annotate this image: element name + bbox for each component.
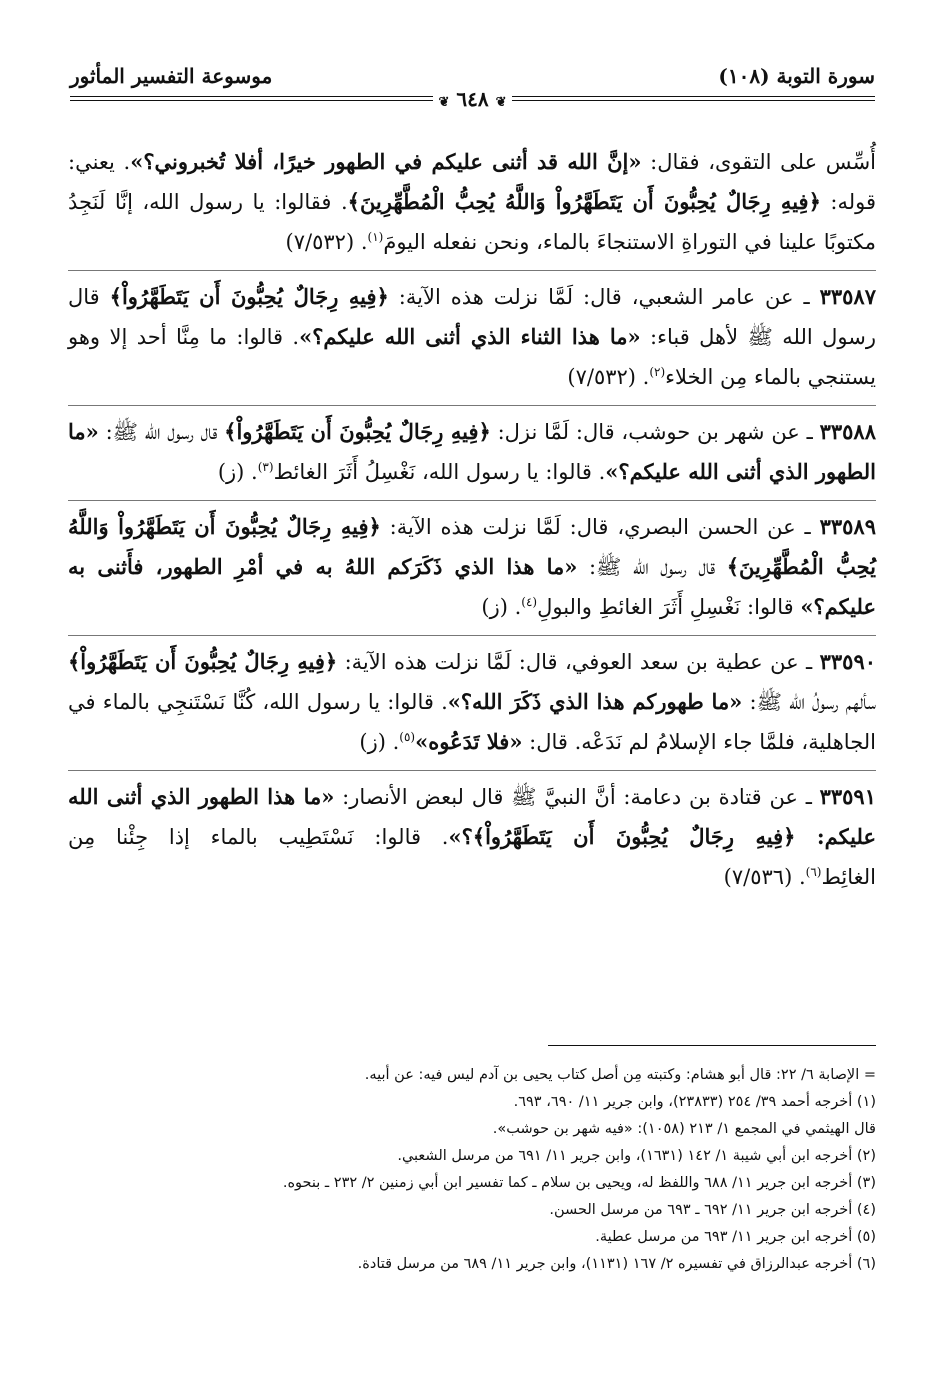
- text: . فقالوا: يا رسول الله، إنَّا لَنَجِدُ مكتوبًا علينا في التوراةِ الاستنجاءَ بالماء، ونحن نفعله اليومَ: [68, 190, 876, 254]
- text: . يعني: قوله:: [68, 150, 877, 214]
- text: ـ عن عطية بن سعد العوفي، قال: لَمَّا نزلت هذه الآية:: [337, 650, 820, 674]
- text: قالوا: نَغْسِلِ أَثَرَ الغائطِ والبولِ: [537, 595, 801, 619]
- volume-reference: . (ز): [481, 595, 522, 619]
- footnote-marker: (٤): [521, 595, 538, 609]
- page-number-box: [433, 88, 513, 114]
- ornament-icon: ❦: [438, 95, 450, 110]
- volume-reference: . (٧/٥٣٢): [285, 230, 368, 254]
- athar-entry: [68, 500, 876, 627]
- quran-verse: ﴿فِيهِ رِجَالٌ يُحِبُّونَ أَن يَتَطَهَّرُواْ﴾: [472, 824, 796, 849]
- text: . قالوا: ما مِنَّا أحد إلا وهو يستنجي بالماء مِن الخلاء: [68, 325, 876, 389]
- text: . قالوا: يا رسول الله، كُنَّا نَسْتَنجِي بالماء في الجاهلية، فلمَّا جاء الإسلامُ لم نَدَعْه. قال:: [68, 690, 876, 754]
- text: . قالوا: يا رسول الله، نَغْسِلُ أَثَرَ الغائط: [273, 460, 606, 484]
- footnote-separator: [548, 1045, 876, 1046]
- athar-entry: [68, 405, 876, 492]
- volume-reference: . (ز): [359, 730, 400, 754]
- footnote: = الإصابة ٦/ ٢٢: قال أبو هشام: وكتبته مِن أصل كتاب يحيى بن آدم ليس فيه: عن أبيه.: [364, 1067, 876, 1083]
- quran-verse: ﴿فِيهِ رِجَالٌ يُحِبُّونَ أَن يَتَطَهَّرُواْ﴾: [224, 419, 491, 444]
- footnote: (٣) أخرجه ابن جرير ١١/ ٦٨٨ واللفظ له، ويحيى بن سلام ـ كما تفسير ابن أبي زمنين ٢/ ٢٣٢ ـ بنحوه.: [282, 1175, 876, 1191]
- hadith-quote: ؟»: [448, 824, 473, 849]
- page-header: [70, 62, 875, 111]
- entry-number: ٣٣٥٩٠: [819, 649, 877, 674]
- footnote: قال الهيثمي في المجمع ١/ ٢١٣ (١٠٥٨): «فيه شهر بن حوشب».: [492, 1121, 876, 1137]
- quran-verse: ﴿فِيهِ رِجَالٌ يُحِبُّونَ أَن يَتَطَهَّرُواْ﴾: [68, 649, 338, 674]
- book-title: موسوعة التفسير المأثور: [70, 64, 273, 88]
- intro-paragraph: [68, 142, 876, 262]
- footnote: (١) أخرجه أحمد ٣٩/ ٢٥٤ (٢٣٨٣٣)، وابن جرير ١١/ ٦٩٠، ٦٩٣.: [513, 1094, 876, 1110]
- text: ـ عن شهر بن حوشب، قال: لَمَّا نزل:: [490, 420, 820, 444]
- text: ـ عن عامر الشعبي، قال: لَمَّا نزلت هذه الآية:: [388, 285, 820, 309]
- text: أُسِّس على التقوى، فقال:: [641, 150, 877, 174]
- hadith-quote: «إنَّ الله قد أثنى عليكم في الطهور خيرًا، أفلا تُخبروني؟»: [130, 149, 642, 174]
- surah-heading: سورة التوبة (١٠٨): [718, 64, 875, 88]
- athar-entry: [68, 270, 876, 397]
- text: . قالوا: نَسْتَطِيب بالماء إذا جِئْنا مِن الغائِط: [68, 825, 876, 889]
- entry-number: ٣٣٥٩١: [819, 784, 876, 809]
- footnote: (٤) أخرجه ابن جرير ١١/ ٦٩٢ ـ ٦٩٣ من مرسل الحسن.: [549, 1202, 876, 1218]
- volume-reference: . (٧/٥٣٦): [723, 865, 806, 889]
- athar-entry: [68, 635, 876, 762]
- quran-verse: ﴿فِيهِ رِجَالٌ يُحِبُّونَ أَن يَتَطَهَّرُواْ وَاللَّهُ يُحِبُّ الْمُطَّهِّرِينَ﴾: [68, 514, 876, 579]
- footnote-marker: (٥): [399, 730, 416, 744]
- footnote-marker: (٣): [257, 460, 274, 474]
- hadith-quote: «ما طهوركم هذا الذي ذَكَرَ الله؟»: [447, 689, 743, 714]
- text: سألهم رسولُ الله ﷺ:: [742, 690, 876, 714]
- text: قال رسول الله ﷺ:: [577, 555, 727, 579]
- entry-number: ٣٣٥٨٨: [819, 419, 876, 444]
- text: ـ عن الحسن البصري، قال: لَمَّا نزلت هذه الآية:: [380, 515, 820, 539]
- quran-verse: ﴿فِيهِ رِجَالٌ يُحِبُّونَ أَن يَتَطَهَّرُواْ﴾: [109, 284, 389, 309]
- entry-number: ٣٣٥٨٩: [819, 514, 876, 539]
- footnote-marker: (٢): [649, 365, 666, 379]
- hadith-quote: «ما الطهور الذي أثنى الله عليكم؟»: [68, 419, 876, 484]
- hadith-quote: «ما هذا الذي ذَكَرَكم اللهُ به في أمْرِ الطهور، فأَثنى به عليكم؟»: [68, 554, 876, 619]
- footnote: (٥) أخرجه ابن جرير ١١/ ٦٩٣ من مرسل عطية.: [595, 1229, 876, 1245]
- entry-number: ٣٣٥٨٧: [819, 284, 876, 309]
- main-text: [68, 142, 876, 897]
- footnote-marker: (١): [367, 230, 384, 244]
- footnote: (٦) أخرجه عبدالرزاق في تفسيره ٢/ ١٦٧ (١١٣١)، وابن جرير ١١/ ٦٨٩ من مرسل قتادة.: [357, 1256, 876, 1272]
- footnote-marker: (٦): [805, 865, 822, 879]
- athar-entry: [68, 770, 876, 897]
- footnote: (٢) أخرجه ابن أبي شيبة ١/ ١٤٢ (١٦٣١)، وابن جرير ١١/ ٦٩١ من مرسل الشعبي.: [397, 1148, 876, 1164]
- text: قال رسول الله ﷺ لأهل قباء:: [68, 285, 876, 349]
- text: قال رسول الله ﷺ:: [98, 420, 225, 444]
- page-number: ٦٤٨: [456, 87, 489, 111]
- footnotes: [70, 1062, 876, 1278]
- text: ـ عن قتادة بن دعامة: أنَّ النبيَّ ﷺ قال لبعض الأنصار:: [334, 785, 820, 809]
- hadith-quote: «فلا تَدَعُوه»: [415, 729, 523, 754]
- quran-verse: ﴿فِيهِ رِجَالٌ يُحِبُّونَ أَن يَتَطَهَّرُواْ وَاللَّهُ يُحِبُّ الْمُطَّهِّرِينَ﴾: [347, 189, 821, 214]
- hadith-quote: «ما هذا الطهور الذي أثنى الله عليكم:: [68, 784, 876, 849]
- hadith-quote: «ما هذا الثناء الذي أثنى الله عليكم؟»: [299, 324, 641, 349]
- ornament-icon: ❦: [495, 95, 507, 110]
- volume-reference: . (٧/٥٣٢): [567, 365, 650, 389]
- volume-reference: . (ز): [217, 460, 258, 484]
